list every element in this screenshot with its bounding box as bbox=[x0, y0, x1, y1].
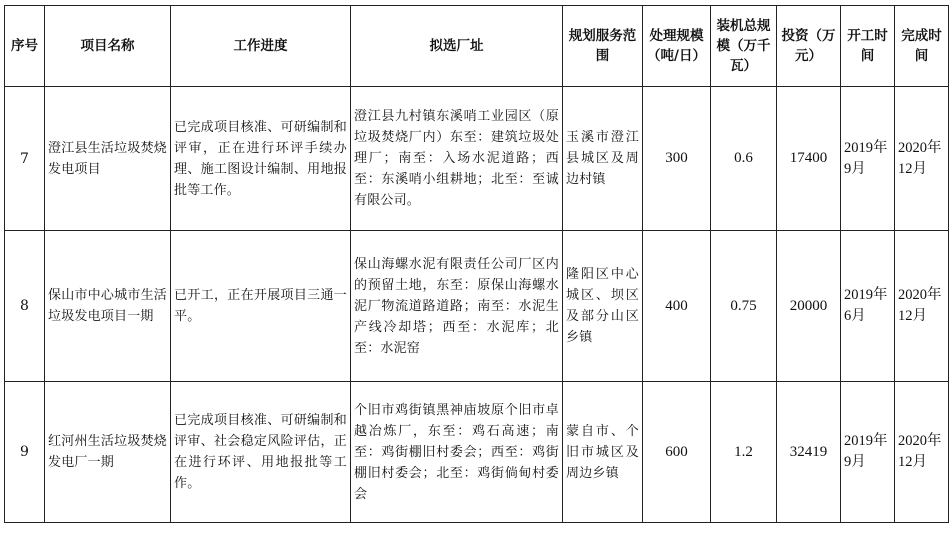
cell-site: 个旧市鸡街镇黑神庙坡原个旧市卓越冶炼厂，东至：鸡石高速；南至：鸡街棚旧村委会；西至：鸡街棚旧村委会；北至：鸡街倘甸村委会 bbox=[351, 382, 563, 523]
cell-service: 蒙自市、个旧市城区及周边乡镇 bbox=[563, 382, 643, 523]
header-name: 项目名称 bbox=[45, 6, 171, 87]
cell-finish: 2020年12月 bbox=[895, 382, 949, 523]
header-progress: 工作进度 bbox=[171, 6, 351, 87]
cell-service: 隆阳区中心城区、坝区及部分山区乡镇 bbox=[563, 231, 643, 382]
cell-installed: 0.6 bbox=[711, 87, 777, 231]
cell-seq: 7 bbox=[5, 87, 45, 231]
table-row bbox=[5, 87, 949, 231]
cell-site: 保山海螺水泥有限责任公司厂区内的预留土地，东至：原保山海螺水泥厂物流道路道路；南至：水泥生产线冷却塔；西至：水泥库；北至：水泥窑 bbox=[351, 231, 563, 382]
header-service: 规划服务范围 bbox=[563, 6, 643, 87]
header-investment: 投资（万元） bbox=[777, 6, 841, 87]
cell-finish: 2020年12月 bbox=[895, 231, 949, 382]
header-capacity: 处理规模（吨/日） bbox=[643, 6, 711, 87]
cell-start: 2019年6月 bbox=[841, 231, 895, 382]
cell-progress: 已开工，正在开展项目三通一平。 bbox=[171, 231, 351, 382]
cell-investment: 32419 bbox=[777, 382, 841, 523]
cell-capacity: 400 bbox=[643, 231, 711, 382]
cell-site: 澄江县九村镇东溪哨工业园区（原垃圾焚烧厂内）东至：建筑垃圾处理厂；南至：入场水泥道路；西至：东溪哨小组耕地；北至：至诚有限公司。 bbox=[351, 87, 563, 231]
cell-capacity: 300 bbox=[643, 87, 711, 231]
header-finish: 完成时间 bbox=[895, 6, 949, 87]
cell-capacity: 600 bbox=[643, 382, 711, 523]
table-row bbox=[5, 382, 949, 523]
cell-start: 2019年9月 bbox=[841, 382, 895, 523]
cell-investment: 17400 bbox=[777, 87, 841, 231]
projects-table bbox=[4, 5, 949, 523]
header-site: 拟选厂址 bbox=[351, 6, 563, 87]
header-start: 开工时间 bbox=[841, 6, 895, 87]
cell-finish: 2020年12月 bbox=[895, 87, 949, 231]
cell-progress: 已完成项目核准、可研编制和评审、社会稳定风险评估，正在进行环评、用地报批等工作。 bbox=[171, 382, 351, 523]
header-row bbox=[5, 6, 949, 87]
cell-name: 保山市中心城市生活垃圾发电项目一期 bbox=[45, 231, 171, 382]
header-seq: 序号 bbox=[5, 6, 45, 87]
cell-service: 玉溪市澄江县城区及周边村镇 bbox=[563, 87, 643, 231]
cell-installed: 0.75 bbox=[711, 231, 777, 382]
cell-seq: 8 bbox=[5, 231, 45, 382]
table-row bbox=[5, 231, 949, 382]
cell-name: 澄江县生活垃圾焚烧发电项目 bbox=[45, 87, 171, 231]
header-installed: 装机总规模（万千瓦） bbox=[711, 6, 777, 87]
cell-seq: 9 bbox=[5, 382, 45, 523]
cell-investment: 20000 bbox=[777, 231, 841, 382]
cell-start: 2019年9月 bbox=[841, 87, 895, 231]
cell-progress: 已完成项目核准、可研编制和评审，正在进行环评手续办理、施工图设计编制、用地报批等工作。 bbox=[171, 87, 351, 231]
cell-installed: 1.2 bbox=[711, 382, 777, 523]
cell-name: 红河州生活垃圾焚烧发电厂一期 bbox=[45, 382, 171, 523]
